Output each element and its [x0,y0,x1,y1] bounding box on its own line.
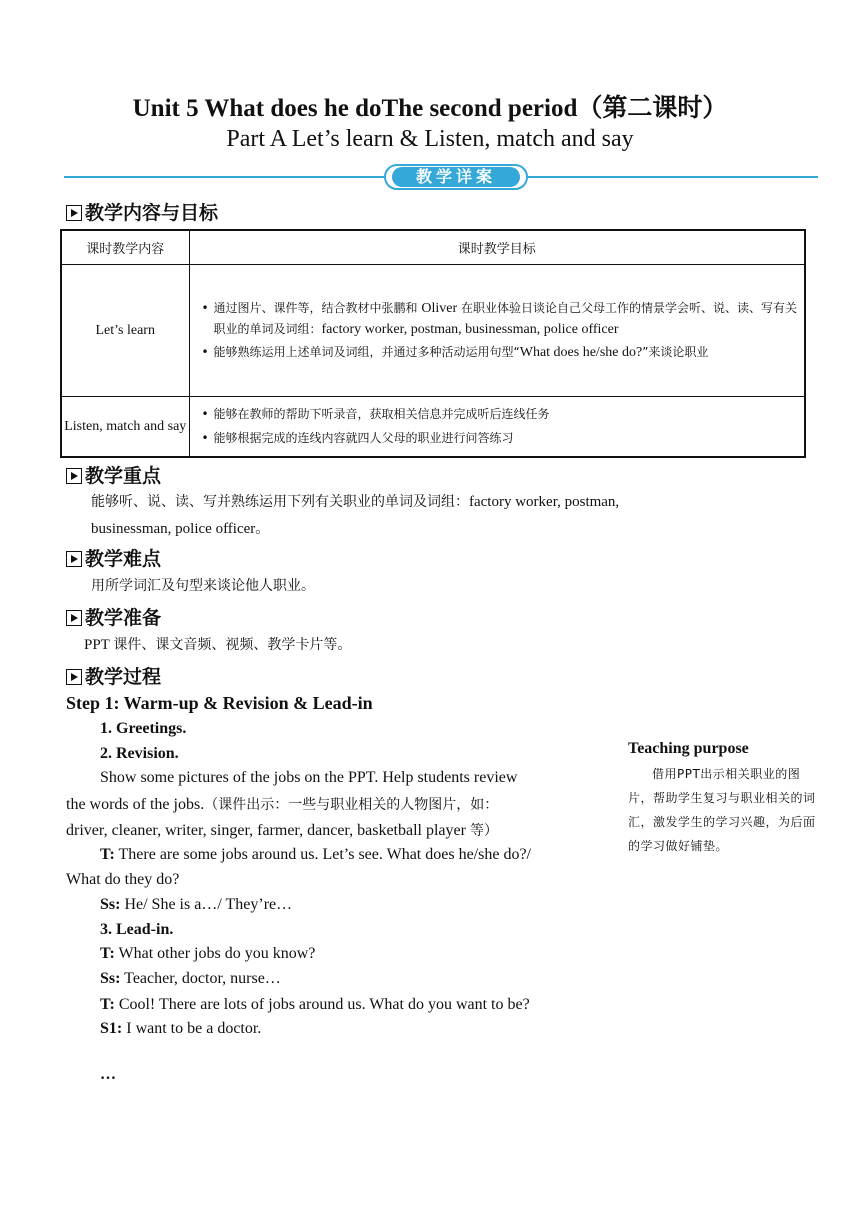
goal-item: • 通过图片、课件等，结合教材中张鹏和 Oliver 在职业体验日谈论自己父母工作的情景学会听、说、读、写有关职业的单词及词组：factory worker, postman, businessman, police officer [202,298,799,340]
lesson-plan-badge [384,164,528,190]
play-arrow-icon [66,551,82,567]
table-header-row [61,230,805,265]
page-title: Unit 5 What does he doThe second period（第二课时） [132,95,728,122]
section-heading-prep [66,603,161,630]
section-heading-label: 教学重点 [85,465,162,487]
table-cell: Listen, match and say [61,397,189,457]
dialogue-line: T: Cool! There are lots of jobs around us. What do you want to be? [100,996,530,1013]
dialogue-line: Ss: He/ She is a…/ They’re… [100,896,293,913]
dialogue-line: T: What other jobs do you know? [100,945,316,962]
ellipsis: … [100,1066,116,1083]
revision-text: the words of the jobs.（课件出示：一些与职业相关的人物图片，如： [66,796,499,813]
goals-table [60,229,806,458]
play-arrow-icon [66,205,82,221]
key-points-line: businessman, police officer。 [91,521,270,537]
dialogue-line: What do they do? [66,871,180,888]
goal-item: • 能够在教师的帮助下听录音，获取相关信息并完成听后连线任务 [202,404,799,424]
badge-label: 教学详案 [392,167,520,187]
teaching-purpose-text: 借用PPT出示相关职业的图片，帮助学生复习与职业相关的词汇，激发学生的学习兴趣，为后面的学习做好铺垫。 [628,767,816,853]
section-heading-process [66,662,161,689]
section-heading-label: 教学过程 [85,666,162,688]
leadin-heading: 3. Lead-in. [100,921,174,938]
table-row [61,397,805,457]
table-header: 课时教学目标 [189,230,805,265]
section-heading-key [66,461,161,488]
revision-heading: 2. Revision. [100,745,179,762]
section-heading-label: 教学难点 [85,548,162,570]
play-arrow-icon [66,468,82,484]
revision-text: Show some pictures of the jobs on the PPT. Help students review [100,769,518,786]
table-cell [189,397,805,457]
step-title: Step 1: Warm-up & Revision & Lead-in [66,693,373,713]
teaching-purpose-title: Teaching purpose [628,740,749,757]
greetings-heading: 1. Greetings. [100,720,187,737]
dialogue-line: Ss: Teacher, doctor, nurse… [100,970,281,987]
section-heading-label: 教学准备 [85,607,162,629]
table-header: 课时教学内容 [61,230,189,265]
prep-text: PPT 课件、课文音频、视频、教学卡片等。 [84,637,352,653]
key-points-line: 能够听、说、读、写并熟练运用下列有关职业的单词及词组：factory worker, postman, [91,494,620,510]
play-arrow-icon [66,669,82,685]
table-row [61,265,805,397]
goal-item: • 能够熟练运用上述单词及词组，并通过多种活动运用句型“What does he/she do?”来谈论职业 [202,342,799,363]
dialogue-line: T: There are some jobs around us. Let’s see. What does he/she do?/ [100,846,531,863]
revision-text: driver, cleaner, writer, singer, farmer, dancer, basketball player 等） [66,822,498,839]
section-heading-content [66,198,218,225]
play-arrow-icon [66,610,82,626]
table-cell: Let’s learn [61,265,189,397]
section-heading-label: 教学内容与目标 [85,202,219,224]
dialogue-line: S1: I want to be a doctor. [100,1020,262,1037]
page-subtitle: Part A Let’s learn & Listen, match and say [226,126,634,152]
difficulty-text: 用所学词汇及句型来谈论他人职业。 [91,578,315,594]
table-cell [189,265,805,397]
goal-item: • 能够根据完成的连线内容就四人父母的职业进行问答练习 [202,428,799,448]
section-heading-difficulty [66,544,161,571]
